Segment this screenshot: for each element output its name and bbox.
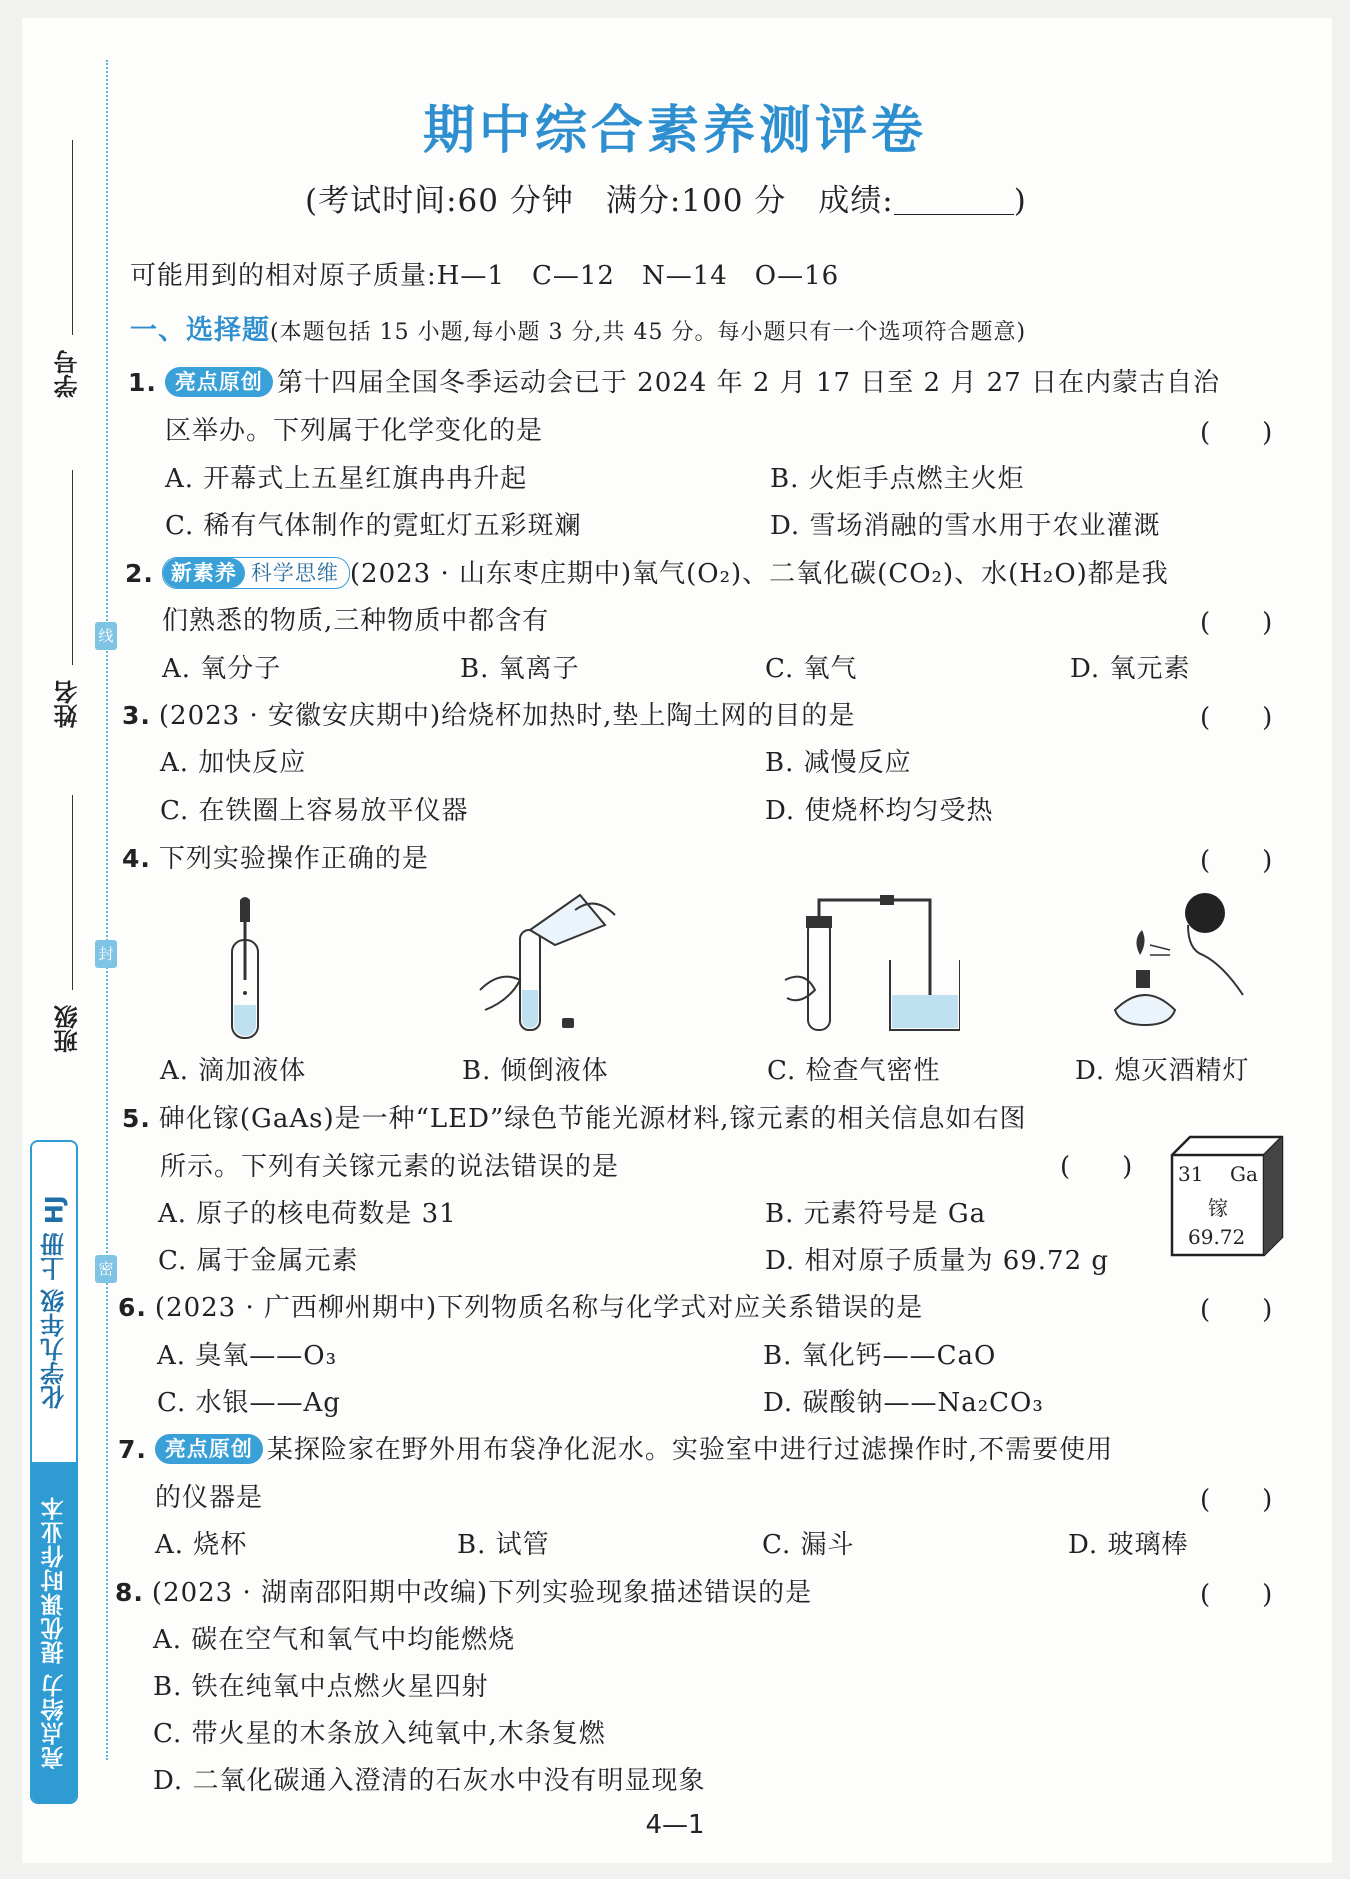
q1-option-a: A. 开幕式上五星红旗冉冉升起: [165, 464, 528, 494]
q7-option-c: C. 漏斗: [762, 1530, 855, 1560]
q2-tag-main: 新素养: [163, 558, 245, 588]
student-id-label: 学号: [54, 350, 82, 398]
q6-option-a: A. 臭氧——O₃: [157, 1341, 338, 1371]
book-label-strip: [30, 1140, 78, 1804]
q2-option-a: A. 氧分子: [162, 654, 282, 684]
q6-answer-paren: ( ): [1200, 1295, 1273, 1325]
class-blank: [72, 795, 73, 990]
name-label: 姓名: [54, 680, 82, 728]
q5-number: 5.: [122, 1104, 151, 1133]
q6-number: 6.: [118, 1293, 147, 1322]
section-title: 一、选择题: [130, 315, 270, 346]
book-title: 化学九年级 上册 HJ: [32, 1142, 76, 1462]
q4-answer-paren: ( ): [1200, 846, 1273, 876]
q8-option-c: C. 带火星的木条放入纯氧中,木条复燃: [153, 1719, 606, 1749]
q3-number: 3.: [122, 701, 151, 730]
q5-answer-paren: ( ): [1060, 1152, 1133, 1182]
student-id-blank: [72, 140, 73, 335]
atomic-masses: 可能用到的相对原子质量:H—1 C—12 N—14 O—16: [130, 261, 840, 291]
q3-option-b: B. 减慢反应: [765, 748, 912, 778]
q5-option-b: B. 元素符号是 Ga: [765, 1199, 987, 1229]
exam-info-end: ): [1013, 183, 1027, 219]
q4-line1: 下列实验操作正确的是: [158, 844, 429, 874]
q1-stem: [128, 362, 1220, 399]
q1-line2: 区举办。下列属于化学变化的是: [165, 416, 544, 446]
q1-tag: 亮点原创: [165, 367, 273, 397]
element-number: 31: [1178, 1162, 1204, 1186]
section-desc: (本题包括 15 小题,每小题 3 分,共 45 分。每小题只有一个选项符合题意): [270, 320, 1027, 345]
q3-option-a: A. 加快反应: [160, 748, 307, 778]
q4-option-b: B. 倾倒液体: [462, 1056, 609, 1086]
q8-answer-paren: ( ): [1200, 1580, 1273, 1610]
q1-option-b: B. 火炬手点燃主火炬: [770, 464, 1025, 494]
q5-option-c: C. 属于金属元素: [158, 1246, 359, 1276]
page-number: 4—1: [645, 1810, 705, 1840]
q2-option-b: B. 氧离子: [460, 654, 580, 684]
q1-option-c: C. 稀有气体制作的霓虹灯五彩斑斓: [165, 511, 582, 541]
q6-stem: [118, 1287, 923, 1324]
exam-info-text: (考试时间:60 分钟 满分:100 分 成绩:: [305, 183, 894, 219]
series-name: 亮点给力 提优课时作业本: [32, 1462, 76, 1802]
q2-stem: [125, 553, 1169, 590]
q5-line2: 所示。下列有关镓元素的说法错误的是: [160, 1152, 620, 1182]
exam-info: [305, 175, 1027, 220]
dropper-figure: [210, 895, 280, 1045]
q7-answer-paren: ( ): [1200, 1485, 1273, 1515]
q5-option-a: A. 原子的核电荷数是 31: [158, 1199, 457, 1229]
q3-line1: (2023 · 安徽安庆期中)给烧杯加热时,垫上陶土网的目的是: [158, 701, 856, 731]
q6-line1: (2023 · 广西柳州期中)下列物质名称与化学式对应关系错误的是: [154, 1293, 924, 1323]
section-heading: [130, 308, 1026, 347]
bind-mark-secret: 密: [95, 1255, 117, 1283]
q4-number: 4.: [122, 844, 151, 873]
element-symbol: Ga: [1230, 1162, 1258, 1186]
q3-answer-paren: ( ): [1200, 703, 1273, 733]
q4-option-c: C. 检查气密性: [767, 1056, 941, 1086]
q7-line2: 的仪器是: [155, 1483, 264, 1513]
q2-tag: [162, 557, 350, 589]
class-label: 班级: [54, 1005, 82, 1053]
element-mass: 69.72: [1188, 1225, 1246, 1249]
q2-line2: 们熟悉的物质,三种物质中都含有: [162, 606, 550, 636]
q4-option-a: A. 滴加液体: [160, 1056, 307, 1086]
q1-number: 1.: [128, 368, 157, 397]
q4-option-d: D. 熄灭酒精灯: [1075, 1056, 1250, 1086]
q2-line1: (2023 · 山东枣庄期中)氧气(O₂)、二氧化碳(CO₂)、水(H₂O)都是我: [349, 559, 1169, 589]
q7-option-a: A. 烧杯: [155, 1530, 248, 1560]
q2-answer-paren: ( ): [1200, 608, 1273, 638]
q6-option-b: B. 氧化钙——CaO: [763, 1341, 997, 1371]
q5-line1: 砷化镓(GaAs)是一种“LED”绿色节能光源材料,镓元素的相关信息如右图: [158, 1104, 1027, 1134]
q5-option-d: D. 相对原子质量为 69.72 g: [765, 1246, 1110, 1276]
bind-mark-seal: 封: [95, 940, 117, 968]
q2-option-c: C. 氧气: [765, 654, 858, 684]
q6-option-c: C. 水银——Ag: [157, 1388, 341, 1418]
bind-mark-line: 线: [95, 622, 117, 650]
q6-option-d: D. 碳酸钠——Na₂CO₃: [763, 1388, 1044, 1418]
pouring-figure: [470, 890, 620, 1040]
q7-line1: 某探险家在野外用布袋净化泥水。实验室中进行过滤操作时,不需要使用: [266, 1435, 1114, 1465]
q8-line1: (2023 · 湖南邵阳期中改编)下列实验现象描述错误的是: [151, 1578, 813, 1608]
element-tile-gallium: [1170, 1135, 1285, 1260]
q1-answer-paren: ( ): [1200, 418, 1273, 448]
q7-number: 7.: [118, 1435, 147, 1464]
q2-number: 2.: [125, 559, 154, 588]
q7-tag: 亮点原创: [155, 1434, 263, 1464]
binding-dotted-line: [106, 60, 108, 1760]
q3-stem: [122, 695, 855, 732]
q2-option-d: D. 氧元素: [1070, 654, 1191, 684]
q1-option-d: D. 雪场消融的雪水用于农业灌溉: [770, 511, 1161, 541]
q8-number: 8.: [115, 1578, 144, 1607]
page-title: 期中综合素养测评卷: [422, 101, 927, 161]
q8-option-d: D. 二氧化碳通入澄清的石灰水中没有明显现象: [153, 1766, 706, 1796]
q3-option-d: D. 使烧杯均匀受热: [765, 796, 994, 826]
q1-line1: 第十四届全国冬季运动会已于 2024 年 2 月 17 日至 2 月 27 日在内蒙古自治: [276, 368, 1220, 398]
score-blank: [894, 186, 1014, 215]
alcohol-lamp-figure: [1110, 885, 1260, 1045]
element-name: 镓: [1208, 1196, 1228, 1220]
q7-option-d: D. 玻璃棒: [1068, 1530, 1189, 1560]
name-blank: [72, 470, 73, 665]
q7-option-b: B. 试管: [457, 1530, 550, 1560]
q2-tag-sub: 科学思维: [250, 561, 339, 585]
q8-stem: [115, 1572, 812, 1609]
q4-stem: [122, 838, 429, 875]
q8-option-a: A. 碳在空气和氧气中均能燃烧: [153, 1625, 516, 1655]
q5-stem: [122, 1098, 1027, 1135]
q8-option-b: B. 铁在纯氧中点燃火星四射: [153, 1672, 489, 1702]
airtightness-figure: [780, 890, 960, 1040]
q7-stem: [118, 1429, 1113, 1466]
q3-option-c: C. 在铁圈上容易放平仪器: [160, 796, 469, 826]
